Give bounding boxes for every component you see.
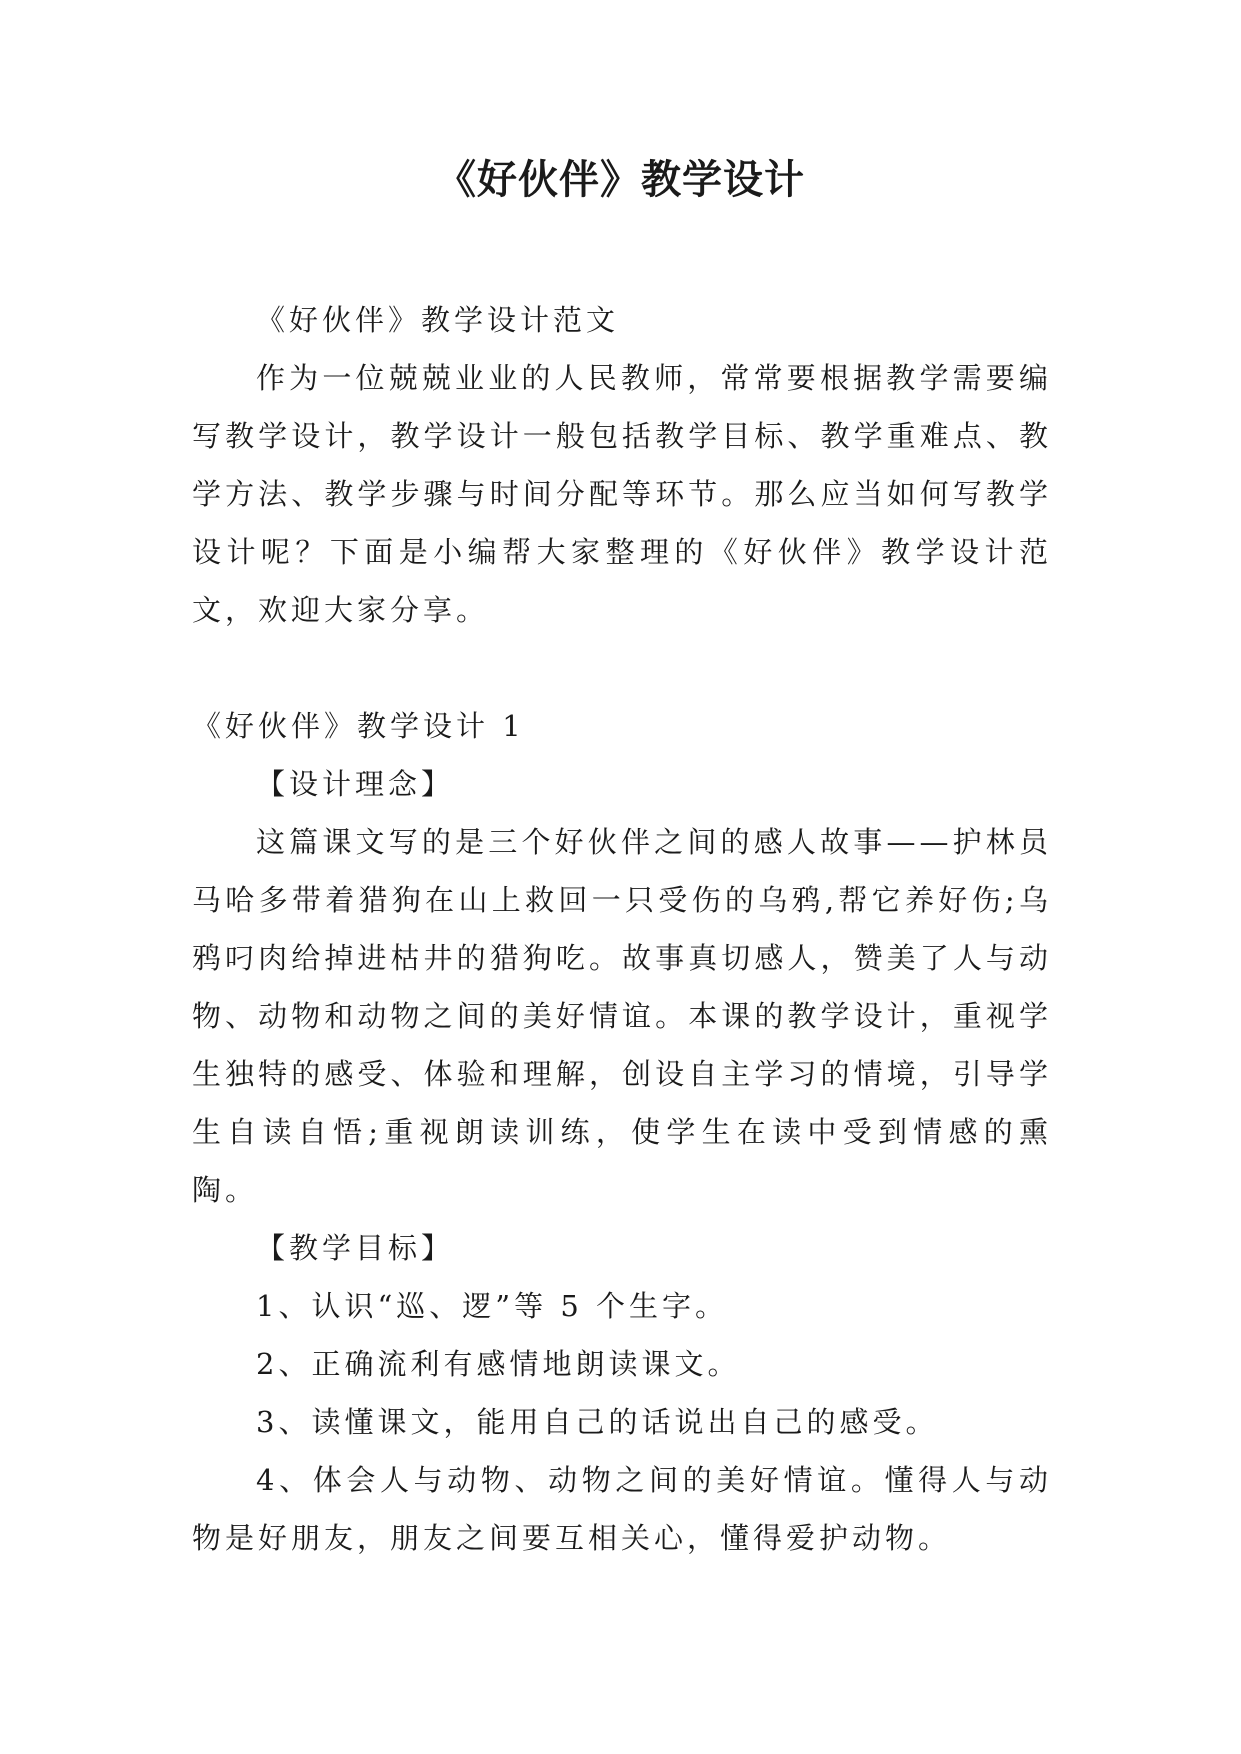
objective-item: 1、认识“巡、逻”等 5 个生字。 xyxy=(256,1289,728,1323)
objective-item: 4、体会人与动物、动物之间的美好情谊。懂得人与动物是好朋友，朋友之间要互相关心，懂得爱护动物。 xyxy=(192,1463,1052,1555)
intro-paragraph: 作为一位兢兢业业的人民教师，常常要根据教学需要编写教学设计，教学设计一般包括教学目标、教学重难点、教学方法、教学步骤与时间分配等环节。那么应当如何写教学设计呢？下面是小编帮大家整理的《好伙伴》教学设计范文，欢迎大家分享。 xyxy=(192,361,1052,627)
document-body xyxy=(192,291,1052,1567)
document-title: 《好伙伴》教学设计 xyxy=(436,157,805,203)
document-subtitle: 《好伙伴》教学设计范文 xyxy=(256,303,620,337)
design-concept-heading: 【设计理念】 xyxy=(256,767,455,801)
design-concept-paragraph: 这篇课文写的是三个好伙伴之间的感人故事——护林员马哈多带着猎狗在山上救回一只受伤的乌鸦,帮它养好伤;乌鸦叼肉给掉进枯井的猎狗吃。故事真切感人，赞美了人与动物、动物和动物之间的美好情谊。本课的教学设计，重视学生独特的感受、体验和理解，创设自主学习的情境，引导学生自读自悟;重视朗读训练，使学生在读中受到情感的熏陶。 xyxy=(192,825,1052,1207)
objectives-heading: 【教学目标】 xyxy=(256,1231,455,1265)
objective-item: 2、正确流利有感情地朗读课文。 xyxy=(256,1347,741,1381)
section-title: 《好伙伴》教学设计 1 xyxy=(192,709,525,743)
paragraph-gap xyxy=(192,639,1052,697)
objective-item: 3、读懂课文，能用自己的话说出自己的感受。 xyxy=(256,1405,939,1439)
